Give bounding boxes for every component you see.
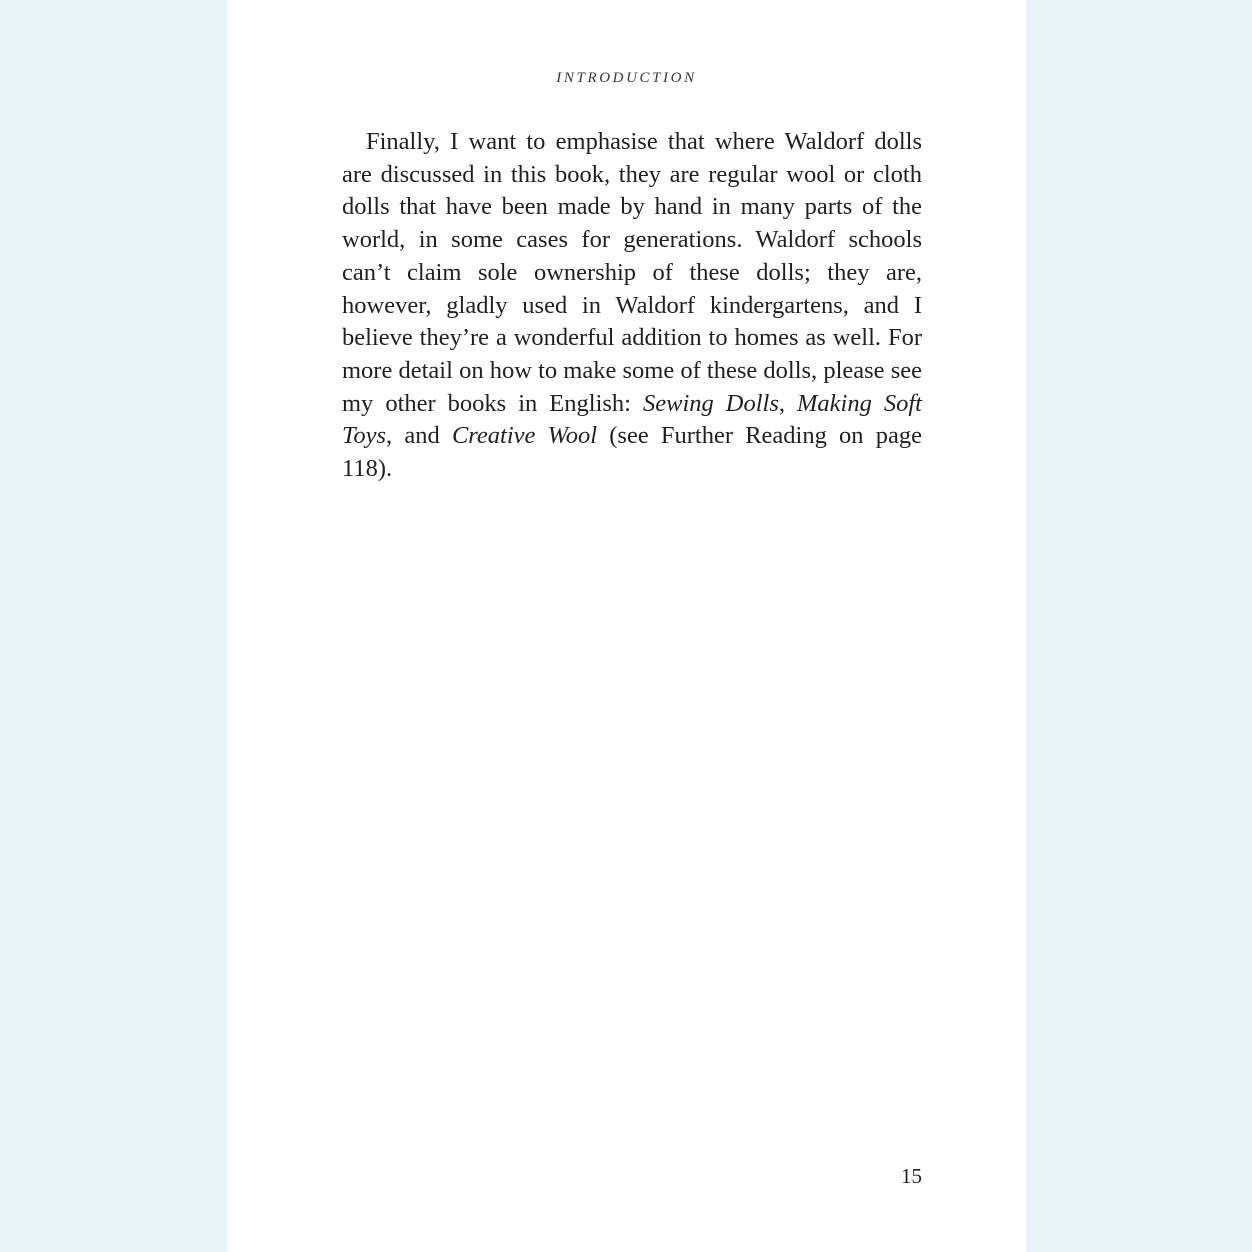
paragraph-separator-2: , and xyxy=(386,422,452,450)
book-title-creative-wool: Creative Wool xyxy=(451,422,598,450)
paragraph-text-part2: (see Further Reading on page 118). xyxy=(342,422,923,483)
body-paragraph xyxy=(342,126,922,486)
page-number: 15 xyxy=(901,1164,922,1188)
paragraph-text-part1: Finally, I want to emphasise that where Waldorf dolls are discussed in this book, they are regular wool or cloth dolls that have been made by hand in many parts of the world, in some cases for generations. Waldorf schools can’t claim sole ownership of these dolls; they are, however, gladly used in Waldorf kindergartens, and I believe they’re a wonderful addition to homes as well. For more detail on how to make some of these dolls, please see my other books in English: xyxy=(342,128,922,417)
paragraph-separator-1: , xyxy=(778,389,798,417)
book-title-making-soft-toys: Making Soft Toys xyxy=(342,389,922,450)
running-head: INTRODUCTION xyxy=(556,70,697,86)
book-title-sewing-dolls: Sewing Dolls xyxy=(642,389,779,417)
book-page xyxy=(227,0,1026,1252)
